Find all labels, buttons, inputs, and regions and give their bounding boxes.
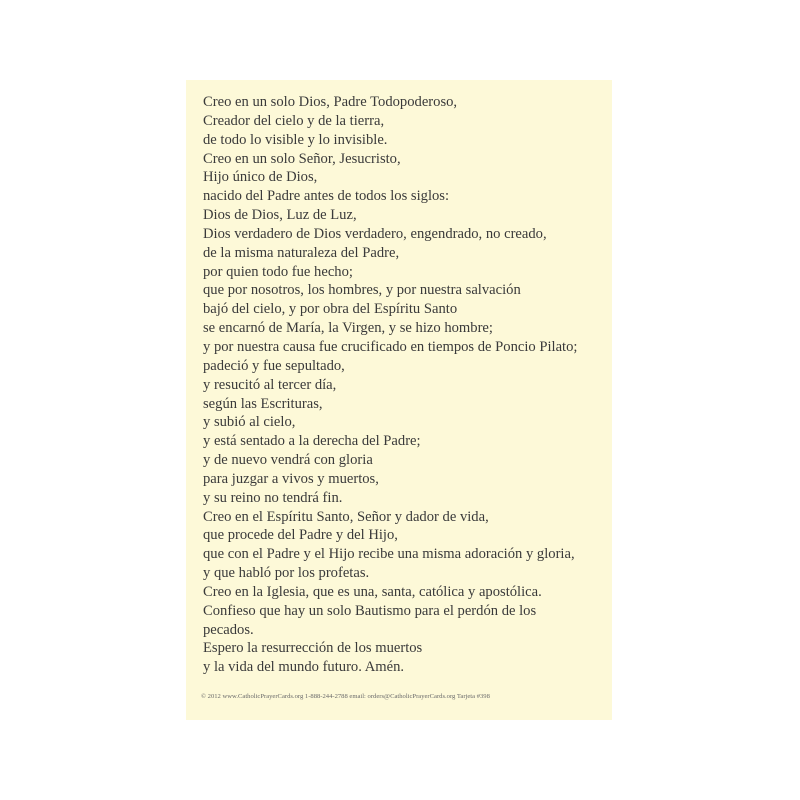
prayer-line: Creo en el Espíritu Santo, Señor y dador de vida,	[203, 508, 489, 525]
copyright-footer: © 2012 www.CatholicPrayerCards.org 1-888-244-2788 email: orders@CatholicPrayerCards.org Tarjeta #398	[201, 693, 490, 700]
prayer-line: bajó del cielo, y por obra del Espíritu Santo	[203, 301, 458, 318]
prayer-line: y de nuevo vendrá con gloria	[203, 452, 373, 469]
prayer-line: y su reino no tendrá fin.	[203, 489, 343, 506]
prayer-line: y que habló por los profetas.	[203, 565, 370, 582]
prayer-text	[203, 93, 608, 677]
prayer-line: Confieso que hay un solo Bautismo para el perdón de los	[203, 602, 537, 619]
prayer-line: y está sentado a la derecha del Padre;	[203, 433, 421, 450]
prayer-line: para juzgar a vivos y muertos,	[203, 470, 379, 487]
prayer-line: y la vida del mundo futuro. Amén.	[203, 659, 405, 676]
prayer-line: de todo lo visible y lo invisible.	[203, 131, 388, 148]
prayer-line: Creador del cielo y de la tierra,	[203, 112, 385, 129]
prayer-line: Creo en un solo Señor, Jesucristo,	[203, 150, 401, 167]
prayer-line: Dios de Dios, Luz de Luz,	[203, 207, 357, 224]
prayer-line: y por nuestra causa fue crucificado en tiempos de Poncio Pilato;	[203, 338, 578, 355]
prayer-line: Dios verdadero de Dios verdadero, engendrado, no creado,	[203, 225, 547, 242]
prayer-line: padeció y fue sepultado,	[203, 357, 345, 374]
prayer-line: Creo en un solo Dios, Padre Todopoderoso,	[203, 94, 458, 110]
prayer-line: se encarnó de María, la Virgen, y se hizo hombre;	[203, 320, 493, 337]
prayer-card	[186, 80, 612, 720]
prayer-line: y resucitó al tercer día,	[203, 376, 337, 393]
prayer-line: y subió al cielo,	[203, 414, 296, 431]
prayer-line: que por nosotros, los hombres, y por nuestra salvación	[203, 282, 521, 299]
prayer-line: Hijo único de Dios,	[203, 169, 318, 186]
prayer-line: Espero la resurrección de los muertos	[203, 640, 423, 657]
prayer-line: pecados.	[203, 621, 254, 638]
prayer-line: según las Escrituras,	[203, 395, 323, 412]
prayer-line: que con el Padre y el Hijo recibe una misma adoración y gloria,	[203, 546, 575, 563]
prayer-line: de la misma naturaleza del Padre,	[203, 244, 400, 261]
prayer-line: por quien todo fue hecho;	[203, 263, 353, 280]
prayer-line: nacido del Padre antes de todos los siglos:	[203, 188, 450, 205]
prayer-line: que procede del Padre y del Hijo,	[203, 527, 398, 544]
prayer-line: Creo en la Iglesia, que es una, santa, católica y apostólica.	[203, 583, 542, 600]
